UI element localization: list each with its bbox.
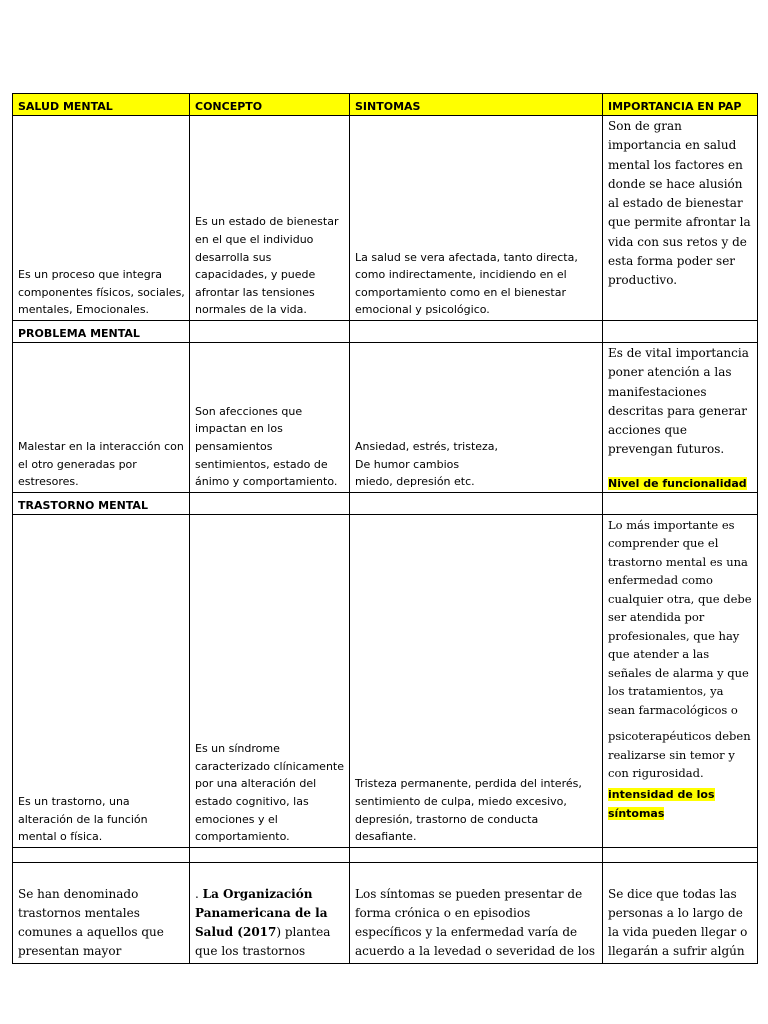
continuation-cell-3	[350, 862, 603, 963]
empty-cell	[603, 321, 758, 343]
continuation-cell-4	[603, 862, 758, 963]
salud-importance-cell	[603, 116, 758, 321]
salud-concept-cell	[190, 116, 350, 321]
trastorno-symptoms-cell	[350, 514, 603, 847]
problema-section-row	[13, 321, 758, 343]
trastorno-definition-cell	[13, 514, 190, 847]
empty-cell	[603, 847, 758, 862]
continuation-row	[13, 862, 758, 963]
header-sintomas: SINTOMAS	[355, 100, 421, 113]
empty-cell	[350, 492, 603, 514]
continuation-cell-2	[190, 862, 350, 963]
empty-cell	[190, 321, 350, 343]
problema-importance-cell	[603, 343, 758, 493]
trastornos-comunes-text: Se han denominado trastornos mentales comunes a aquellos que presentan mayor	[18, 886, 164, 959]
trastorno-concept: Es un síndrome caracterizado clínicamente por una alteración del estado cognitivo, las emociones y el comportamiento.	[195, 742, 344, 844]
problema-symptoms-cell	[350, 343, 603, 493]
ops-rest-text: ) plantea que los trastornos	[195, 925, 331, 959]
ops-text	[195, 885, 345, 962]
trastorno-mental-label: TRASTORNO MENTAL	[18, 498, 148, 512]
problema-mental-label: PROBLEMA MENTAL	[18, 327, 140, 340]
salud-importance: Son de gran importancia en salud mental los factores en donde se hace alusión al estado de bienestar que permite afrontar la vida con sus retos y de esta forma poder ser productivo.	[608, 119, 751, 288]
salud-mental-row	[13, 116, 758, 321]
header-cell-concepto	[190, 94, 350, 116]
todas-personas-text: Se dice que todas las personas a lo largo de la vida pueden llegar o llegarán a sufrir algún	[608, 886, 748, 959]
empty-cell	[350, 321, 603, 343]
header-cell-sintomas	[350, 94, 603, 116]
trastorno-importance-p1: Lo más importante es comprender que el trastorno mental es una enfermedad como cualquier otra, que debe ser atendida por profesionales, que hay que atender a las señales de alarma y que los tratamientos, ya sean farmacológicos o	[608, 517, 752, 717]
trastorno-section-row	[13, 492, 758, 514]
ops-prefix: .	[195, 886, 203, 901]
empty-cell	[190, 492, 350, 514]
empty-cell	[603, 492, 758, 514]
trastorno-highlight-line	[608, 783, 753, 821]
continuation-cell-1	[13, 862, 190, 963]
intensidad-sintomas-highlight: intensidad de los síntomas	[608, 787, 715, 820]
trastorno-symptoms: Tristeza permanente, perdida del interés, sentimiento de culpa, miedo excesivo, depresión, trastorno de conducta desafiante.	[355, 777, 582, 844]
problema-mental-row	[13, 343, 758, 493]
trastorno-definition: Es un trastorno, una alteración de la función mental o física.	[18, 795, 148, 844]
salud-symptoms: La salud se vera afectada, tanto directa, como indirectamente, incidiendo en el comportamiento como en el bienestar emocional y psicológico.	[355, 250, 578, 317]
nivel-funcionalidad-highlight: Nivel de funcionalidad	[608, 476, 747, 490]
problema-symptoms	[355, 438, 598, 491]
trastorno-concept-cell	[190, 514, 350, 847]
empty-cell	[190, 847, 350, 862]
trastorno-mental-row	[13, 514, 758, 847]
salud-definition: Es un proceso que integra componentes físicos, sociales, mentales, Emocionales.	[18, 268, 185, 317]
header-cell-salud-mental	[13, 94, 190, 116]
spacer-row	[13, 847, 758, 862]
sintomas-cronica-text: Los síntomas se pueden presentar de forma crónica o en episodios específicos y la enfermedad varía de acuerdo a la levedad o severidad de los	[355, 886, 595, 959]
problema-symptoms-line-1: Ansiedad, estrés, tristeza,	[355, 440, 499, 453]
header-cell-importancia	[603, 94, 758, 116]
problema-symptoms-line-3: miedo, depresión etc.	[355, 475, 475, 489]
header-concepto: CONCEPTO	[195, 100, 263, 113]
ops-bold-text: La Organización Panamericana de la Salud (2017	[195, 886, 328, 940]
empty-cell	[13, 847, 190, 862]
problema-definition-cell	[13, 343, 190, 493]
salud-definition-cell	[13, 116, 190, 321]
problema-label-cell	[13, 321, 190, 343]
problema-importance: Es de vital importancia poner atención a las manifestaciones descritas para generar acciones que prevengan futuros.	[608, 346, 749, 457]
mental-health-table	[12, 93, 758, 964]
trastorno-label-cell	[13, 492, 190, 514]
salud-concept: Es un estado de bienestar en el que el individuo desarrolla sus capacidades, y puede afrontar las tensiones normales de la vida.	[195, 215, 339, 317]
problema-concept-cell	[190, 343, 350, 493]
trastorno-importance-cell	[603, 514, 758, 847]
header-row	[13, 94, 758, 116]
trastorno-importance-p2: psicoterapéuticos deben realizarse sin temor y con rigurosidad.	[608, 729, 751, 781]
problema-definition: Malestar en la interacción con el otro generadas por estresores.	[18, 440, 184, 489]
salud-symptoms-cell	[350, 116, 603, 321]
header-salud-mental: SALUD MENTAL	[18, 100, 113, 113]
problema-concept: Son afecciones que impactan en los pensamientos sentimientos, estado de ánimo y comportamiento.	[195, 404, 338, 489]
header-importancia: IMPORTANCIA EN PAP	[608, 100, 742, 113]
problema-symptoms-line-2: De humor cambios	[355, 457, 460, 471]
empty-cell	[350, 847, 603, 862]
problema-highlight-line	[608, 472, 753, 491]
